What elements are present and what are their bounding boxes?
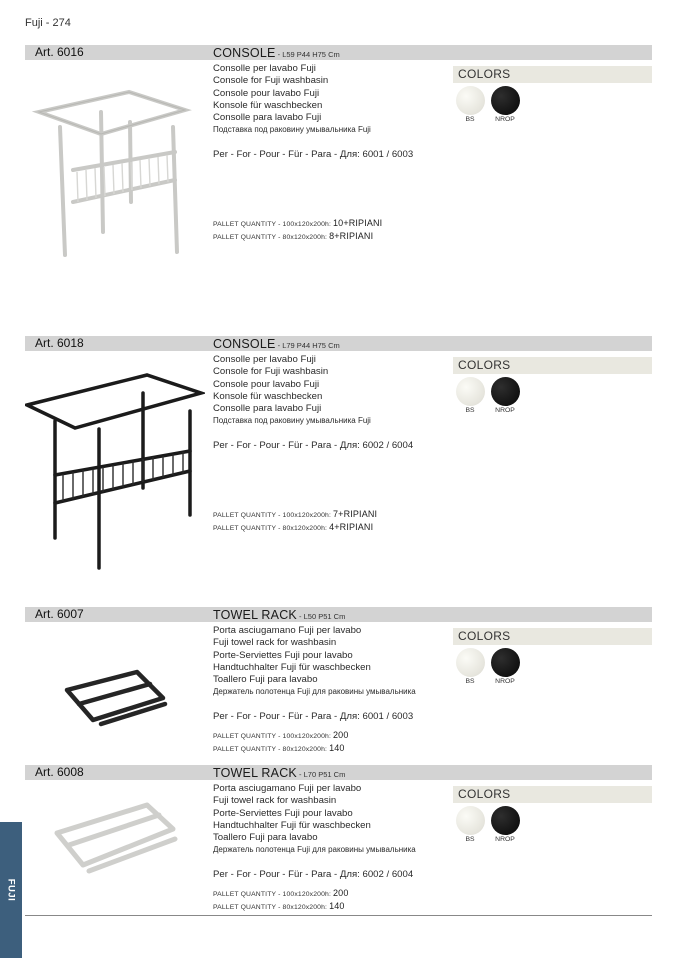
pallet-label: PALLET QUANTITY - 80x120x200h:: [213, 524, 330, 532]
swatch-label-bs: BS: [465, 407, 475, 414]
pallet-label: PALLET QUANTITY - 100x120x200h:: [213, 512, 334, 519]
pallet-value: 140: [329, 742, 345, 753]
product-title: [213, 607, 345, 624]
product-name: CONSOLE: [213, 337, 276, 351]
product-name: CONSOLE: [213, 46, 276, 60]
pallet-line: [213, 218, 473, 231]
product-dimensions: - L59 P44 H75 Cm: [275, 50, 340, 59]
desc-es: Toallero Fuji para lavabo: [213, 674, 318, 686]
desc-es: Consolle para lavabo Fuji: [213, 112, 322, 124]
article-number: Art. 6007: [35, 607, 84, 621]
color-swatch-bs: [456, 648, 485, 677]
desc-es: Toallero Fuji para lavabo: [213, 832, 318, 844]
color-swatch-bs: [456, 86, 485, 115]
colors-heading-bar: [453, 66, 652, 83]
swatch-label-nrop: NROP: [495, 407, 515, 414]
colors-heading-bar: [453, 628, 652, 645]
desc-de: Handtuchhalter Fuji für waschbecken: [213, 819, 371, 831]
swatch-label-nrop: NROP: [495, 116, 515, 123]
side-tab-label: FUJI: [5, 878, 17, 902]
pallet-label: PALLET QUANTITY - 80x120x200h:: [213, 903, 330, 911]
desc-it: Consolle per lavabo Fuji: [213, 63, 316, 74]
pallet-line: [213, 231, 473, 244]
pallet-value: 200: [333, 730, 349, 740]
product-6008: [25, 765, 652, 913]
product-dimensions: - L50 P51 Cm: [296, 612, 346, 621]
desc-en: Fuji towel rack for washbasin: [213, 795, 337, 807]
compatibility: Per - For - Pour - Für - Para - Для: 6002 / 6004: [213, 439, 414, 451]
color-swatch-nrop: [491, 648, 520, 677]
article-number: Art. 6018: [35, 336, 84, 350]
product-6016: [25, 45, 652, 325]
product-dimensions: - L79 P44 H75 Cm: [275, 341, 340, 350]
pallet-value: 140: [329, 900, 345, 911]
colors-heading-bar: [453, 357, 652, 374]
desc-de: Konsole für waschbecken: [213, 99, 323, 111]
compatibility: Per - For - Pour - Für - Para - Для: 6001 / 6003: [213, 148, 414, 160]
desc-ru: Подставка под раковину умывальника Fuji: [213, 416, 371, 426]
pallet-value: 8+RIPIANI: [329, 230, 374, 241]
product-description: [213, 354, 453, 452]
pallet-line: [213, 901, 473, 914]
product-title: [213, 45, 340, 62]
desc-en: Console for Fuji washbasin: [213, 366, 329, 378]
desc-fr: Console pour lavabo Fuji: [213, 87, 320, 99]
desc-fr: Porte-Serviettes Fuji pour lavabo: [213, 649, 353, 661]
desc-en: Fuji towel rack for washbasin: [213, 637, 337, 649]
page-header: Fuji - 274: [25, 17, 71, 29]
pallet-quantities: [213, 888, 473, 913]
compatibility: Per - For - Pour - Für - Para - Для: 6001 / 6003: [213, 710, 414, 722]
swatch-label-bs: BS: [465, 116, 475, 123]
pallet-line: [213, 888, 473, 901]
product-name: TOWEL RACK: [213, 608, 297, 622]
colors-heading: COLORS: [458, 67, 511, 81]
desc-fr: Porte-Serviettes Fuji pour lavabo: [213, 807, 353, 819]
colors-heading: COLORS: [458, 787, 511, 801]
product-description: [213, 63, 453, 161]
pallet-label: PALLET QUANTITY - 100x120x200h:: [213, 733, 334, 740]
towel-rack-white-image: [25, 797, 205, 882]
color-swatch-bs: [456, 806, 485, 835]
color-swatch-nrop: [491, 377, 520, 406]
pallet-value: 4+RIPIANI: [329, 521, 374, 532]
desc-it: Porta asciugamano Fuji per lavabo: [213, 783, 362, 794]
desc-ru: Держатель полотенца Fuji для раковины умывальника: [213, 687, 416, 697]
color-swatch-nrop: [491, 86, 520, 115]
towel-rack-black-image: [25, 662, 205, 737]
swatch-label-nrop: NROP: [495, 678, 515, 685]
pallet-quantities: [213, 509, 473, 534]
pallet-line: [213, 730, 473, 743]
pallet-label: PALLET QUANTITY - 100x120x200h:: [213, 221, 334, 228]
pallet-label: PALLET QUANTITY - 80x120x200h:: [213, 233, 330, 241]
pallet-label: PALLET QUANTITY - 80x120x200h:: [213, 745, 330, 753]
pallet-line: [213, 509, 473, 522]
pallet-value: 7+RIPIANI: [333, 509, 378, 519]
product-6007: [25, 607, 652, 757]
product-description: [213, 783, 453, 881]
console-white-image: [25, 62, 205, 282]
color-swatch-nrop: [491, 806, 520, 835]
desc-de: Konsole für waschbecken: [213, 390, 323, 402]
color-swatch-bs: [456, 377, 485, 406]
desc-ru: Держатель полотенца Fuji для раковины умывальника: [213, 845, 416, 855]
desc-fr: Console pour lavabo Fuji: [213, 378, 320, 390]
swatch-label-bs: BS: [465, 836, 475, 843]
desc-de: Handtuchhalter Fuji für waschbecken: [213, 661, 371, 673]
pallet-line: [213, 743, 473, 756]
article-number: Art. 6016: [35, 45, 84, 59]
colors-heading-bar: [453, 786, 652, 803]
colors-heading: COLORS: [458, 358, 511, 372]
pallet-quantities: [213, 730, 473, 755]
pallet-label: PALLET QUANTITY - 100x120x200h:: [213, 891, 334, 898]
console-black-image: [25, 353, 205, 578]
desc-it: Porta asciugamano Fuji per lavabo: [213, 625, 362, 636]
pallet-value: 10+RIPIANI: [333, 218, 383, 228]
section-side-tab: [0, 822, 22, 958]
product-name: TOWEL RACK: [213, 766, 297, 780]
bottom-divider: [25, 915, 652, 916]
colors-heading: COLORS: [458, 629, 511, 643]
compatibility: Per - For - Pour - Für - Para - Для: 6002 / 6004: [213, 868, 414, 880]
desc-en: Console for Fuji washbasin: [213, 75, 329, 87]
product-title: [213, 765, 345, 782]
desc-it: Consolle per lavabo Fuji: [213, 354, 316, 365]
desc-es: Consolle para lavabo Fuji: [213, 403, 322, 415]
article-number: Art. 6008: [35, 765, 84, 779]
swatch-label-nrop: NROP: [495, 836, 515, 843]
pallet-line: [213, 522, 473, 535]
swatch-label-bs: BS: [465, 678, 475, 685]
pallet-value: 200: [333, 888, 349, 898]
product-dimensions: - L70 P51 Cm: [296, 770, 346, 779]
desc-ru: Подставка под раковину умывальника Fuji: [213, 125, 371, 135]
product-title: [213, 336, 340, 353]
product-6018: [25, 336, 652, 596]
pallet-quantities: [213, 218, 473, 243]
product-description: [213, 625, 453, 723]
